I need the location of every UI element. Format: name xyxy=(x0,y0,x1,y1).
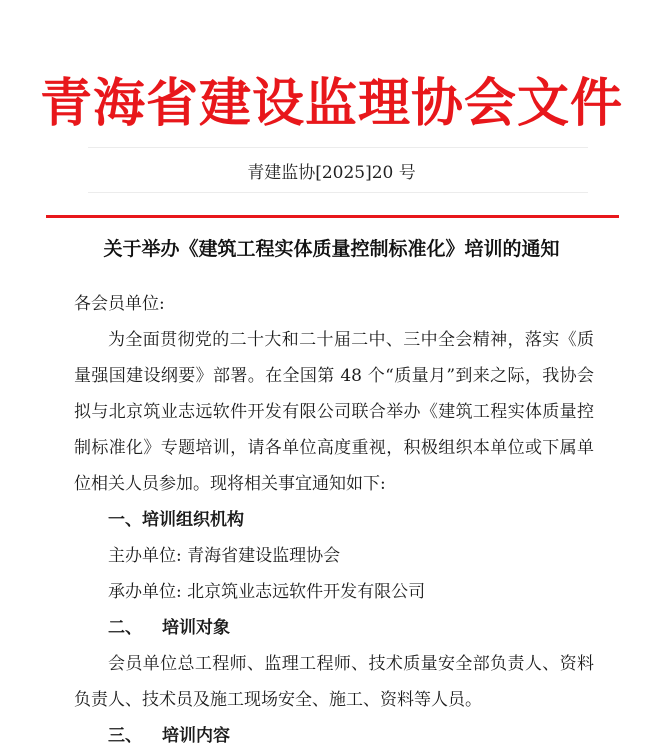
section-heading-content xyxy=(74,718,594,754)
red-separator-rule xyxy=(46,215,619,218)
notice-title: 关于举办《建筑工程实体质量控制标准化》培训的通知 xyxy=(103,238,560,260)
document-number: 青建监协[2025]20 号 xyxy=(247,163,416,183)
salutation: 各会员单位: xyxy=(74,294,165,314)
section-heading-organization: 一、培训组织机构 xyxy=(108,510,244,530)
section-number: 二、 xyxy=(108,618,142,638)
section-heading-text: 培训对象 xyxy=(162,618,230,638)
section-number: 三、 xyxy=(108,726,142,746)
section-heading-audience xyxy=(74,610,594,646)
divider-line xyxy=(88,192,588,193)
intro-paragraph: 为全面贯彻党的二十大和二十届二中、三中全会精神，落实《质量强国建设纲要》部署。在全国第 48 个“质量月”到来之际，我协会拟与北京筑业志远软件开发有限公司联合举办《建筑工程实体质量控制标准化》专题培训，请各单位高度重视，积极组织本单位或下属单位相关人员参加。现将相关事宜通知如下: xyxy=(74,330,594,494)
document-masthead: 青海省建设监理协会文件 xyxy=(39,74,623,134)
section-heading-text: 培训内容 xyxy=(162,726,230,746)
divider-line xyxy=(88,147,588,148)
organizer-line: 主办单位: 青海省建设监理协会 xyxy=(108,546,341,566)
document-body xyxy=(74,286,594,754)
executor-line: 承办单位: 北京筑业志远软件开发有限公司 xyxy=(108,582,426,602)
audience-paragraph: 会员单位总工程师、监理工程师、技术质量安全部负责人、资料负责人、技术员及施工现场安全、施工、资料等人员。 xyxy=(74,654,594,710)
